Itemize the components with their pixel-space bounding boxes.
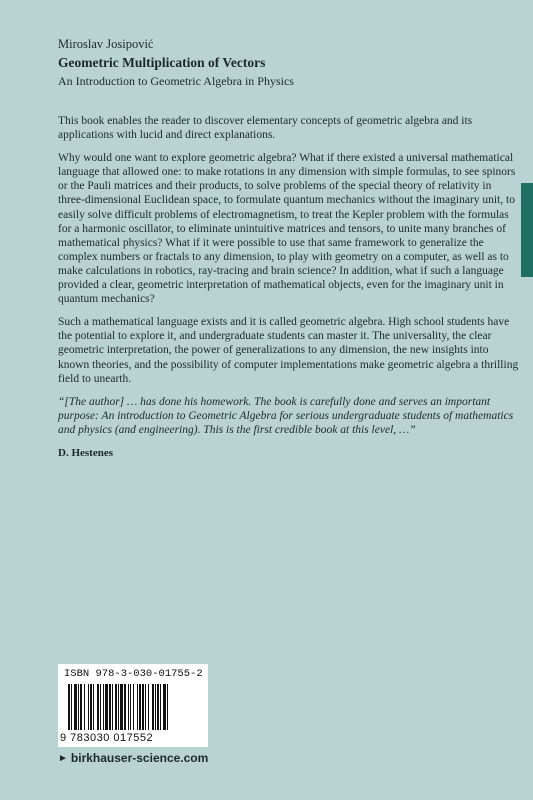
barcode-bar xyxy=(71,684,72,730)
author-name: Miroslav Josipović xyxy=(58,37,154,51)
barcode-bar xyxy=(128,684,129,730)
publisher-url: birkhauser-science.com xyxy=(70,751,209,765)
barcode-bar xyxy=(84,684,85,730)
blurb-paragraph-1: This book enables the reader to discover elementary concepts of geometric algebra and its applications with lucid and direct explanations. xyxy=(58,115,473,142)
barcode-bar xyxy=(157,684,159,730)
isbn-barcode xyxy=(58,664,208,747)
blurb-paragraph-2: Why would one want to explore geometric algebra? What if there existed a universal mathematical language that allowed one: to make rotations in any dimension with simple formulas, to see spinors or the Pauli matrices and their products, to solve problems of the special theory of relativity in three-dimensional Euclidean space, to formulate quantum mechanics without the imaginary unit, to easily solve difficult problems of electromagnetism, to treat the Kepler problem with the formulas for a harmonic oscillator, to eliminate unintuitive matrices and tensors, to unite many branches of mathematical physics? What if it were possible to use that same framework to generalize the complex numbers or fractals to any dimension, to play with geometry on a computer, as well as to make calculations in robotics, ray-tracing and brain science? In addition, what if such a language provided a clear, geometric interpretation of mathematical objects, even for the imaginary unit in quantum mechanics? xyxy=(58,152,516,306)
barcode-bar xyxy=(167,684,168,730)
barcode-bar xyxy=(133,684,134,730)
barcode-bar xyxy=(103,684,104,730)
barcode-bar xyxy=(115,684,117,730)
barcode-bar xyxy=(155,684,156,730)
review-quote: “[The author] … has done his homework. The book is carefully done and serves an important purpose: An introduction to Geometric Algebra for serious undergraduate students of mathematics and physics (and engineering). This is the first credible book at this level, …” xyxy=(58,395,514,436)
book-subtitle: An Introduction to Geometric Algebra in Physics xyxy=(58,74,294,88)
barcode-bar xyxy=(118,684,119,730)
barcode-bar xyxy=(160,684,161,730)
barcode-bar xyxy=(142,684,144,730)
barcode-bar xyxy=(120,684,123,730)
barcode-bar xyxy=(139,684,141,730)
barcode-bar xyxy=(74,684,77,730)
barcode-bar xyxy=(148,684,149,730)
blurb-paragraph-3: Such a mathematical language exists and it is called geometric algebra. High school students have the potential to explore it, and undergraduate students can master it. The universality, the clear geometric interpretation, the power of generalizations to any dimension, the new insights into known theories, and the possibility of computer implementations make geometric algebra a thrilling field to unearth. xyxy=(58,316,519,385)
barcode-bar xyxy=(124,684,126,730)
barcode-bar xyxy=(105,684,108,730)
barcode-bar xyxy=(152,684,154,730)
barcode-bar xyxy=(78,684,79,730)
blurb xyxy=(58,114,521,469)
publisher-link[interactable] xyxy=(58,751,208,765)
barcode-bar xyxy=(80,684,82,730)
barcode-bar xyxy=(137,684,138,730)
barcode-bar xyxy=(163,684,166,730)
barcode-bar xyxy=(90,684,92,730)
barcode-bar xyxy=(88,684,89,730)
barcode-bar xyxy=(100,684,101,730)
barcode-bar xyxy=(93,684,94,730)
barcode-bars xyxy=(68,684,198,730)
isbn-label: ISBN 978-3-030-01755-2 xyxy=(64,668,203,680)
book-title: Geometric Multiplication of Vectors xyxy=(58,55,266,70)
barcode-digits: 9 783030 017552 xyxy=(60,732,154,744)
barcode-bar xyxy=(109,684,111,730)
accent-band xyxy=(521,183,533,277)
arrow-right-icon: ► xyxy=(58,752,68,764)
barcode-bar xyxy=(145,684,146,730)
review-author: D. Hestenes xyxy=(58,446,113,459)
barcode-bar xyxy=(68,684,70,730)
cover-header xyxy=(58,37,508,89)
barcode-bar xyxy=(97,684,99,730)
barcode-bar xyxy=(112,684,113,730)
barcode-bar xyxy=(130,684,131,730)
